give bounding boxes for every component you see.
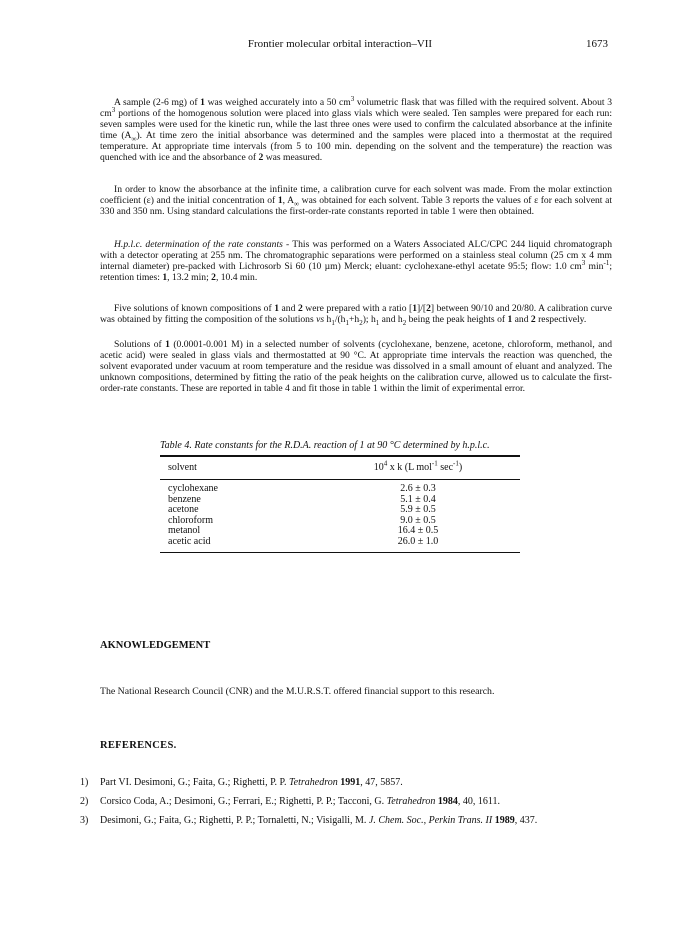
acknowledgement-heading: AKNOWLEDGEMENT: [100, 640, 211, 651]
table-body: [160, 480, 520, 552]
reference-item: [80, 795, 620, 808]
reference-text: Desimoni, G.; Faita, G.; Righetti, P. P.; Tornaletti, N.; Visigalli, M. J. Chem. Soc., Perkin Trans. II 1989, 437.: [100, 815, 538, 826]
table-row: [160, 537, 520, 548]
cell-solvent: metanol: [168, 525, 201, 536]
table-4: [160, 440, 520, 553]
reference-text: Part VI. Desimoni, G.; Faita, G.; Righetti, P. P. Tetrahedron 1991, 47, 5857.: [100, 777, 403, 788]
reference-item: [80, 776, 620, 789]
paragraph-calibration: In order to know the absorbance at the infinite time, a calibration curve for each solvent was made. From the molar extinction coefficient (ε) and the initial concentration of 1, $A_\infty$ was obtained for each solvent. Table 3 reports the values of ε for each solvent at 330 and 350 nm. Using standard calculations the first-order-rate constants reported in table 1 were then obtained.: [100, 184, 613, 217]
reference-number: 2): [80, 796, 89, 807]
table-header-solvent: solvent: [168, 462, 197, 473]
cell-solvent: chloroform: [168, 514, 213, 526]
reference-text: Corsico Coda, A.; Desimoni, G.; Ferrari, E.; Righetti, P. P.; Tacconi, G. Tetrahedron 1984, 40, 1611.: [100, 796, 500, 807]
reference-number: 3): [80, 815, 89, 826]
cell-rate: 5.1 ± 0.4: [400, 493, 436, 505]
table-bottom-rule: [160, 552, 520, 553]
cell-rate: 16.4 ± 0.5: [397, 525, 439, 536]
table-header-row: [160, 457, 520, 479]
table-row: [160, 484, 520, 495]
table-caption: Table 4. Rate constants for the R.D.A. reaction of 1 at 90 °C determined by h.p.l.c.: [160, 440, 490, 451]
table-header-rate: $10^4$ x k (L mol$^{-1}$ $\sec^{-1}$): [373, 459, 463, 473]
running-title: Frontier molecular orbital interaction–VII: [247, 38, 433, 50]
reference-item: [80, 814, 620, 827]
page-number: 1673: [586, 38, 608, 50]
acknowledgement-text: The National Research Council (CNR) and the M.U.R.S.T. offered financial support to this research.: [100, 686, 495, 697]
table-row: [160, 495, 520, 506]
references-list: [80, 776, 620, 833]
references-heading: REFERENCES.: [100, 740, 177, 751]
cell-solvent: acetic acid: [168, 535, 211, 547]
table-row: [160, 526, 520, 537]
cell-rate: 9.0 ± 0.5: [400, 514, 436, 526]
cell-rate: 2.6 ± 0.3: [400, 483, 436, 494]
cell-rate: 26.0 ± 1.0: [397, 535, 439, 547]
cell-solvent: benzene: [168, 493, 201, 505]
paragraph-hplc: H.p.l.c. determination of the rate constants - This was performed on a Waters Associated ALC/CPC 244 liquid chromatograph with a detector operating at 255 nm. The chromatographic separations were performed on a stainless steal column (25 cm x 4 mm internal diameter) pre-packed with Lichrosorb Si 60 (10 µm) Merck; eluant: cyclohexane-ethyl acetate 95:5; flow: 1.0 $cm^3$ $\min^{-1}$; retention times: 1, 13.2 min; 2, 10.4 min.: [100, 239, 612, 283]
cell-rate: 5.9 ± 0.5: [400, 504, 436, 515]
cell-solvent: cyclohexane: [168, 483, 218, 494]
paragraph-sample-prep: A sample (2-6 mg) of 1 was weighed accurately into a 50 $cm^3$ volumetric flask that was filled with the required solvent. About 3 $cm^3$ portions of the homogenous solution were placed into glass vials which were sealed. Ten samples were prepared for each run: seven samples were used for the kinetic run, while the last three ones were used to confirm the calculated absorbance at the infinite time $(A_\infty)$. At time zero the initial absorbance was determined and the samples were placed into a thermostat at the required temperature. At appropriate time intervals (from 5 to 100 min. depending on the solvent and the temperature) the reaction was quenched with ice and the absorbance of 2 was measured.: [100, 94, 612, 163]
paragraph-solutions-run: Solutions of 1 (0.0001-0.001 M) in a selected number of solvents (cyclohexane, benzene, acetone, chloroform, methanol, and acetic acid) were sealed in glass vials and thermostatted at 90 °C. At appropriate time intervals the reaction was quenched, the solvent evaporated under vacuum at room temperature and the residue was dissolved in a small amount of eluant and analyzed. The unknown compositions, determined by fitting the ratio of the peak heights on the calibration curve, allowed us to calculate the first-order-rate constants. These are reported in table 4 and fit those in table 1 within the limit of experimental error.: [100, 339, 613, 394]
cell-solvent: acetone: [168, 504, 199, 515]
table-row: [160, 516, 520, 527]
table-row: [160, 505, 520, 516]
reference-number: 1): [80, 777, 89, 788]
paragraph-known-solutions: Five solutions of known compositions of 1 and 2 were prepared with a ratio [1]/[2] between 90/10 and 20/80. A calibration curve was obtained by fitting the composition of the solutions vs $h_1/(h_1+h_2)$; $h_1$ and $h_2$ being the peak heights of 1 and 2 respectively.: [100, 303, 612, 327]
